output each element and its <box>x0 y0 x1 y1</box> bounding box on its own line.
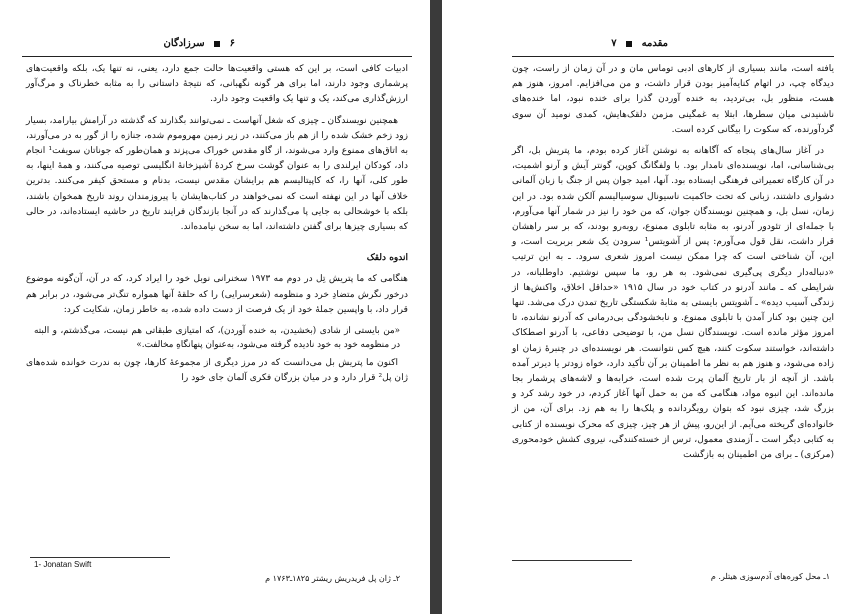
left-page-body <box>26 62 408 557</box>
left-page-header <box>164 38 235 49</box>
paragraph: هنگامی که ما پتریش تِل در دوم مه ۱۹۷۳ سخنرانی نوبل خود را ایراد کرد، که در آن، آن‌گونه موضوع درخور نگرش متضادِ خرد و منظومه (شعرسرایی) را که حلقهٔ آنها همواره تنگ‌تر می‌شود، در برابر هم قرار داد، با واپسین جملهٔ خود از یک فرصت از دست داده شده، به خاطر زمان، شکایت کرد: <box>26 274 408 315</box>
page-gutter <box>430 0 442 614</box>
footnote-jean-paul: ۲ـ ژان پل فریدریش ریشتر ۱۸۲۵ـ۱۷۶۳ م <box>265 574 400 583</box>
left-page-number: ۶ <box>229 38 235 49</box>
block-quote: «من بایستی از شادی (بخشیدن، به خنده آوردن)، که امتیازی طبقاتی هم نیست، می‌گذشتم، و البته در منظومه خود به خود نادیده گرفته می‌شود، به‌عنوان پنهانگاهِ مخالفت.» <box>34 326 400 351</box>
right-page-number: ۷ <box>611 38 617 49</box>
paragraph: در آغاز سال‌های پنجاه که آگاهانه به نوشتن آغاز کرده بودم، ما پتریش بل، اگر بی‌شناسانی، اما، نویسنده‌ای نامدار بود. با ولفگانگ کوپن، گونتر آیش و آرنو اشمیت، در آن کارگاه تعمیراتی فرهنگی ایستاده بود. آنها، امید جوان پس از جنگ با زبان آلمانی دشواری داشتند، زبانی که تحت حاکمیت ناسیونال سوسیالیسم آلکن شده بود. در این زمان، نسل بل، و همچنین نویسندگان جوان، که من خود را نیز در شمار آنها می‌آورم، با جمله‌ای از تئودور آدرنو، به مثابه تابلوی ممنوع، روبه‌رو بودند، که بر سر راهشان قرار داشت، نقل قول می‌آورم: پس از آشویتس¹ سرودن یک شعر بربریت است، و این، آن شناختی است که چرا ممکن نیست امروز شعری سرود. ـ به این ترتیب «دنباله‌دار دیگری پی‌گیری نمی‌شود. به هر رو، ما سپس نوشتیم. داوطلبانه، در شرایطی که ـ مانند آدرنو در کتاب خود در سال ۱۹۱۵ «حداقل اخلاق، واکنش‌ها از زندگی آسیب دیده» ـ آشویتس بایستی به مثابهٔ شکستگی تاریخ تمدن درک می‌شد. تنها این چنین بود کنار آمدن با تابلوی ممنوع. و نابخشودگی بی‌درمانی که آدرنو نشانده، تا امروز مؤثر مانده است. نویسندگان نسل من، با توضیحی دفاعی، با آدرنو اصطکاک داشته‌اند، خواستند سکوت کنند، هیچ کس نتوانست. هر نویسنده‌ای در چنبرهٔ زمان او زاده می‌شود، و هنوز هم به نظر ما اطمینان بر آن تأکید دارد، خواه زودتر یا دیرتر آمده باشد. از آنچه از بار تاریخ آلمان پرت شده است، خرابه‌ها و لاشه‌های پرشمار بجا مانده‌اند. این انبوه مواد، هنگامی که من به حمل آنها آغاز کردم، در خود رشد کرد و بزرگ شد، چیزی نبود که بتوان رویگردانده و پلک‌ها را به هم زد. برای آن، من از خانواده‌ای گریخته می‌آیم. از این‌رو، پیش از هر چیز، چیزی که محرک نویسنده از کتابی به کتابی دیگر است ـ آزمندی معمول، ترس از خسته‌کنندگی، نیروی کشش خودمحوری (مرکزی) ـ برای من اطمینان به بازگشت <box>512 146 834 461</box>
square-icon <box>214 41 220 47</box>
paragraph: همچنین نویسندگان ـ چیزی که شغل آنهاست ـ نمی‌توانند بگذارند که گذشته در آرامش بیارامد، بسیار زود زخم خشک شده را از هم باز می‌کنند، در زیر زمین مهروموم شده، جنازه را از گور به در می‌آورند، به اتاق‌های ممنوع وارد می‌شوند، از گاو مقدس خوراک می‌پزند و همان‌طور که جوناتان سویفت¹ انجام داد، کودکان ایرلندی را به عنوان گوشت سرخ کردهٔ آشپزخانهٔ انگلیسی توصیه می‌کنند، و همهٔ اینها، به طور کلی، آنها را، که کاپیتالیسم هم برایشان مقدس نیست، بدنام و مستحق کیفر می‌کنند. بدترین خلاف آنها در این نهفته است که نمی‌خواهند در کتاب‌هایشان با پیروزمندان روند تاریخ همخوان باشند، بلکه با خوشحالی به جایی پا می‌گذارند که در آنجا بازندگان فرایند تاریخ در حاشیه ایستاده‌اند، در حالی که بسیاری چیزها برای گفتن داشته‌اند، اما به سخن نیامده‌اند. <box>26 115 408 233</box>
footnote-auschwitz: ۱ـ محل کوره‌های آدم‌سوزی هیتلر. م <box>710 572 830 581</box>
right-page-body <box>512 62 834 552</box>
header-rule <box>22 56 412 57</box>
paragraph: یافته است، مانند بسیاری از کارهای ادبی توماس مان و در آن زمان از راست، چون دیدگاه چپ، در اتهام کنایه‌آمیز بودن قرار داشت، و من می‌افزایم. امروز، هنوز هم هست، منظور بل، بی‌تردید، به خنده آوردن گذرا برای خنده نبود، اما خنده‌های ناشنیدنی میان سطرها، ابتلا به غمگینی مزمن دلقک‌هایش، کمدی نومید آن سوی گردآورنده، که سکوت را بیگانی کرده است. <box>512 64 834 135</box>
header-rule <box>512 56 834 57</box>
right-page-running-title: مقدمه <box>641 38 668 49</box>
paragraph: ادبیات کافی است، بر این که هستی واقعیت‌ها حالت جمع دارد، یعنی، نه تنها یک، بلکه واقعیت‌های پرشماری وجود دارند، اما برای هر گونه نگهبانی، که نتیجهٔ داستانی را به مثابه خطرناک و مرگ‌آور ارزش‌گذاری می‌کند، یک و تنها یک واقعیت وجود دارد. <box>26 64 408 105</box>
paragraph: اکنون ما پتریش بل می‌دانست که در مرز دیگری از مجموعهٔ کارها، چون به ندرت خوانده شده‌های ژان پل² قرار دارد و در میان بزرگان فکری آلمان جای خود را <box>26 358 408 384</box>
right-page <box>442 0 848 614</box>
section-heading: اندوه دلقک <box>366 253 408 264</box>
footnote-rule <box>512 560 632 561</box>
left-page-running-title: سرزادگان <box>163 38 205 49</box>
footnote-rule <box>30 557 170 558</box>
footnote-swift: 1- Jonatan Swift <box>34 560 92 569</box>
square-icon <box>626 41 632 47</box>
right-page-header <box>611 38 668 49</box>
